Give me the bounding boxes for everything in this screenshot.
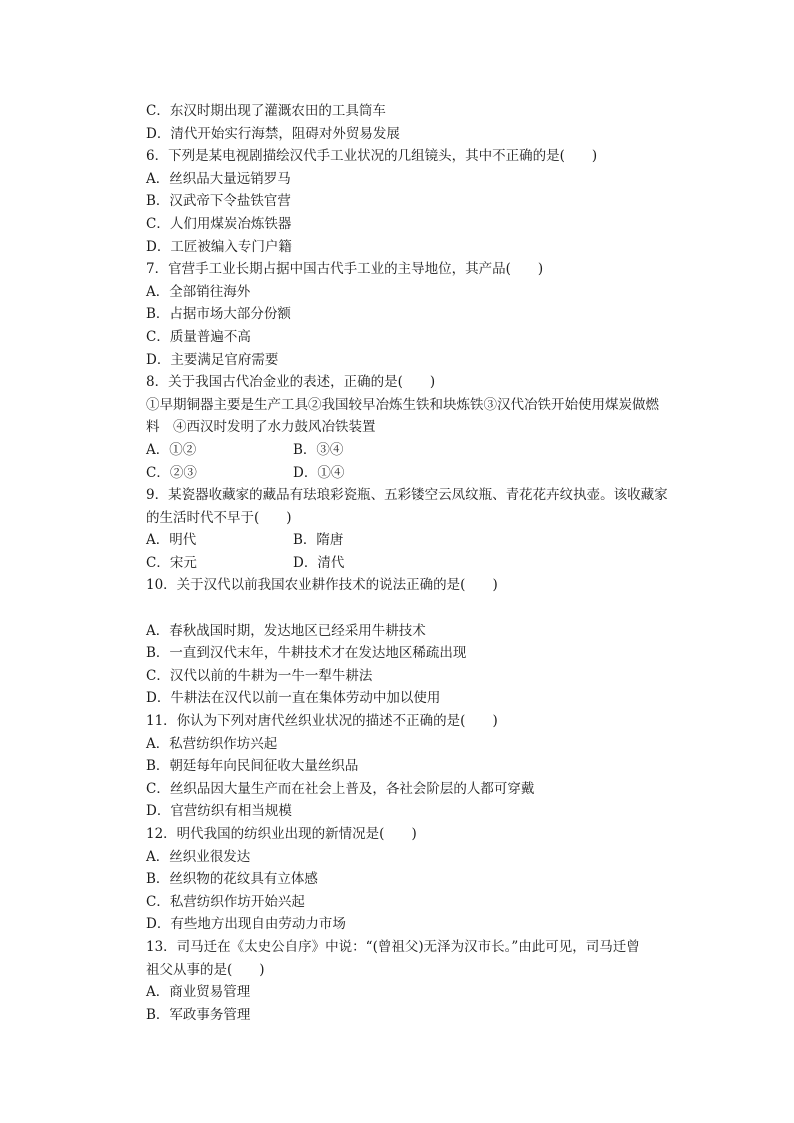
option-line: C．人们用煤炭冶炼铁器 — [146, 215, 292, 232]
option-line: B．汉武帝下令盐铁官营 — [146, 193, 291, 210]
option-line: B．军政事务管理 — [146, 1006, 251, 1023]
option-line: D．有些地方出现自由劳动力市场 — [146, 916, 346, 933]
question-12-stem: 12．明代我国的纺织业出现的新情况是( ) — [146, 826, 417, 842]
question-8-statements-cont: 料 ④西汉时发明了水力鼓风冶铁装置 — [146, 419, 376, 436]
option-pair — [146, 529, 686, 552]
option-line: C．质量普遍不高 — [146, 328, 251, 345]
option-line: A．全部销往海外 — [146, 283, 251, 300]
question-content — [146, 100, 686, 1026]
question-11-stem: 11．你认为下列对唐代丝织业状况的描述不正确的是( ) — [146, 713, 498, 730]
option-line: B．丝织物的花纹具有立体感 — [146, 871, 318, 888]
question-13-stem: 13．司马迁在《太史公自序》中说：“(曾祖父)无泽为汉市长。”由此可见，司马迁曾 — [146, 938, 640, 955]
option-line: D．清代开始实行海禁，阻碍对外贸易发展 — [146, 125, 400, 142]
option-a: A．明代 — [146, 532, 197, 549]
option-line: C．丝织品因大量生产而在社会上普及，各社会阶层的人都可穿戴 — [146, 780, 535, 797]
option-b: B．③④ — [293, 441, 344, 458]
question-6-stem: 6．下列是某电视剧描绘汉代手工业状况的几组镜头，其中不正确的是( ) — [146, 148, 598, 165]
option-line: D．主要满足官府需要 — [146, 351, 279, 368]
question-10-stem: 10．关于汉代以前我国农业耕作技术的说法正确的是( ) — [146, 577, 498, 594]
option-line: A．丝织业很发达 — [146, 848, 251, 865]
question-9-stem-cont: 的生活时代不早于( ) — [146, 509, 292, 526]
option-line: A．商业贸易管理 — [146, 984, 251, 1001]
option-line: A．春秋战国时期，发达地区已经采用牛耕技术 — [146, 622, 426, 639]
option-line: D．牛耕法在汉代以前一直在集体劳动中加以使用 — [146, 690, 441, 707]
question-9-stem: 9．某瓷器收藏家的藏品有珐琅彩瓷瓶、五彩镂空云凤纹瓶、青花花卉纹执壶。该收藏家 — [146, 487, 668, 504]
option-d: D．①④ — [293, 464, 345, 481]
option-line: C．私营纺织作坊开始兴起 — [146, 893, 305, 910]
question-13-stem-cont: 祖父从事的是( ) — [146, 961, 265, 978]
question-8-stem: 8．关于我国古代冶金业的表述，正确的是( ) — [146, 374, 436, 391]
option-line: C．东汉时期出现了灌溉农田的工具筒车 — [146, 103, 386, 119]
option-line: B．朝廷每年向民间征收大量丝织品 — [146, 758, 359, 775]
question-8-statements: ①早期铜器主要是生产工具②我国较早冶炼生铁和块炼铁③汉代冶铁开始使用煤炭做燃 — [146, 396, 659, 413]
option-pair — [146, 552, 686, 575]
option-c: C．②③ — [146, 464, 197, 481]
question-7-stem: 7．官营手工业长期占据中国古代手工业的主导地位，其产品( ) — [146, 261, 544, 278]
option-pair — [146, 462, 686, 485]
option-line: D．官营纺织有相当规模 — [146, 803, 292, 820]
option-line: A．私营纺织作坊兴起 — [146, 735, 278, 752]
option-pair — [146, 439, 686, 462]
option-line: C．汉代以前的牛耕为一牛一犁牛耕法 — [146, 667, 373, 684]
option-line: B．占据市场大部分份额 — [146, 306, 291, 323]
option-line: A．丝织品大量远销罗马 — [146, 170, 291, 187]
option-c: C．宋元 — [146, 554, 197, 571]
option-line: D．工匠被编入专门户籍 — [146, 238, 292, 255]
option-d: D．清代 — [293, 554, 345, 571]
option-line: B．一直到汉代末年，牛耕技术才在发达地区稀疏出现 — [146, 645, 467, 662]
blank-line — [146, 597, 686, 620]
option-b: B．隋唐 — [293, 532, 344, 549]
option-a: A．①② — [146, 441, 197, 458]
